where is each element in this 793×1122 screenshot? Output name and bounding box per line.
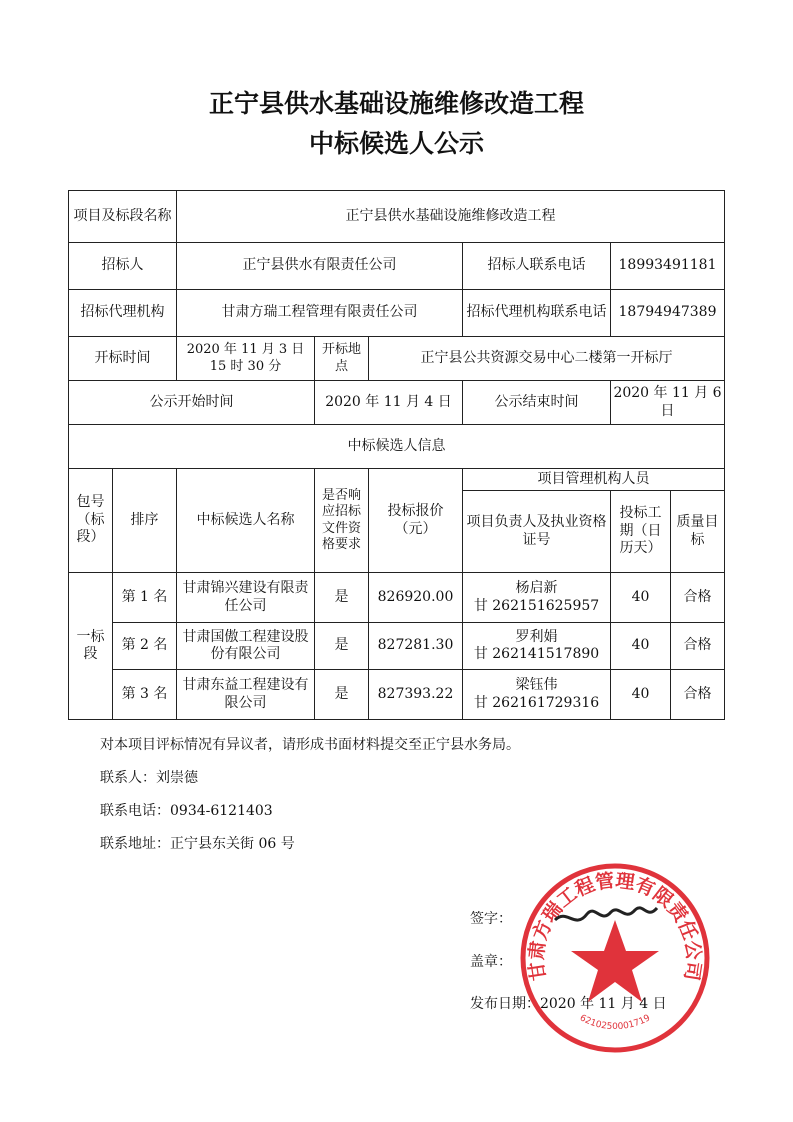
agency-phone-label: 招标代理机构联系电话	[463, 290, 611, 337]
seal-label: 盖章：	[470, 954, 512, 970]
price-cell: 827281.30	[369, 623, 463, 670]
quality-cell: 合格	[671, 573, 725, 623]
rank-cell: 第 3 名	[113, 670, 177, 720]
document-title: 正宁县供水基础设施维修改造工程	[208, 89, 584, 118]
open-place-label: 开标地点	[315, 337, 369, 381]
col-header-compliant: 是否响应招标文件资格要求	[315, 469, 369, 573]
col-header-pm-group: 项目管理机构人员	[463, 469, 725, 491]
publish-start-label: 公示开始时间	[69, 381, 315, 425]
price-cell: 826920.00	[369, 573, 463, 623]
duration-cell: 40	[611, 623, 671, 670]
col-header-price: 投标报价（元）	[369, 469, 463, 573]
compliant-cell: 是	[315, 573, 369, 623]
seal-number: 6210250001719	[577, 1013, 653, 1033]
manager-cert: 甘 262151625957	[473, 597, 600, 614]
manager-name: 梁钰伟	[515, 677, 558, 693]
agency-value: 甘肃方瑞工程管理有限责任公司	[177, 290, 463, 337]
col-header-quality: 质量目标	[671, 491, 725, 573]
col-header-name: 中标候选人名称	[177, 469, 315, 573]
compliant-cell: 是	[315, 670, 369, 720]
agency-phone-value: 18794947389	[611, 290, 725, 337]
table-row	[69, 573, 725, 623]
manager-cert: 甘 262141517890	[473, 646, 600, 662]
manager-cell	[463, 623, 611, 670]
duration-cell: 40	[611, 573, 671, 623]
col-header-package: 包号（标段）	[69, 469, 113, 573]
candidates-section-header: 中标候选人信息	[69, 425, 725, 469]
tenderer-label: 招标人	[69, 243, 177, 290]
manager-cert: 甘 262161729316	[473, 694, 600, 711]
publish-end-value: 2020 年 11 月 6 日	[611, 381, 725, 425]
seal-text: 甘肃方瑞工程管理有限责任公司	[525, 869, 705, 983]
package-cell: 一标段	[69, 573, 113, 720]
tenderer-phone-value: 18993491181	[611, 243, 725, 290]
col-header-manager: 项目负责人及执业资格证号	[463, 491, 611, 573]
manager-cell	[463, 573, 611, 623]
rank-cell: 第 2 名	[113, 623, 177, 670]
candidate-name-cell: 甘肃东益工程建设有限公司	[177, 670, 315, 720]
quality-cell: 合格	[671, 623, 725, 670]
document-subtitle: 中标候选人公示	[308, 129, 484, 158]
signature-label: 签字：	[470, 911, 512, 927]
table-row	[69, 670, 725, 720]
manager-name: 杨启新	[515, 580, 558, 596]
project-value: 正宁县供水基础设施维修改造工程	[177, 191, 725, 243]
col-header-rank: 排序	[113, 469, 177, 573]
manager-name: 罗利娟	[515, 628, 558, 645]
duration-cell: 40	[611, 670, 671, 720]
agency-label: 招标代理机构	[69, 290, 177, 337]
open-place-value: 正宁县公共资源交易中心二楼第一开标厅	[369, 337, 725, 381]
candidate-name-cell: 甘肃国傲工程建设股份有限公司	[177, 623, 315, 670]
handwritten-signature	[555, 908, 657, 920]
objection-note: 对本项目评标情况有异议者，请形成书面材料提交至正宁县水务局。	[100, 737, 520, 753]
publish-end-label: 公示结束时间	[463, 381, 611, 425]
project-label: 项目及标段名称	[69, 191, 177, 243]
price-cell: 827393.22	[369, 670, 463, 720]
tenderer-phone-label: 招标人联系电话	[463, 243, 611, 290]
seal-star	[571, 920, 659, 1002]
manager-cell	[463, 670, 611, 720]
quality-cell: 合格	[671, 670, 725, 720]
publish-date: 发布日期：2020 年 11 月 4 日	[470, 996, 667, 1012]
col-header-duration: 投标工期（日历天）	[611, 491, 671, 573]
compliant-cell: 是	[315, 623, 369, 670]
rank-cell: 第 1 名	[113, 573, 177, 623]
company-seal-stamp	[515, 858, 715, 1058]
contact-person: 联系人：刘崇德	[100, 770, 198, 786]
open-time-label: 开标时间	[69, 337, 177, 381]
publish-start-value: 2020 年 11 月 4 日	[315, 381, 463, 425]
contact-address: 联系地址：正宁县东关街 06 号	[100, 836, 295, 852]
contact-phone: 联系电话：0934-6121403	[100, 803, 273, 819]
open-time-value: 2020 年 11 月 3 日 15 时 30 分	[177, 337, 315, 381]
table-row	[69, 623, 725, 670]
tenderer-value: 正宁县供水有限责任公司	[177, 243, 463, 290]
candidate-name-cell: 甘肃锦兴建设有限责任公司	[177, 573, 315, 623]
announcement-table	[68, 190, 725, 720]
